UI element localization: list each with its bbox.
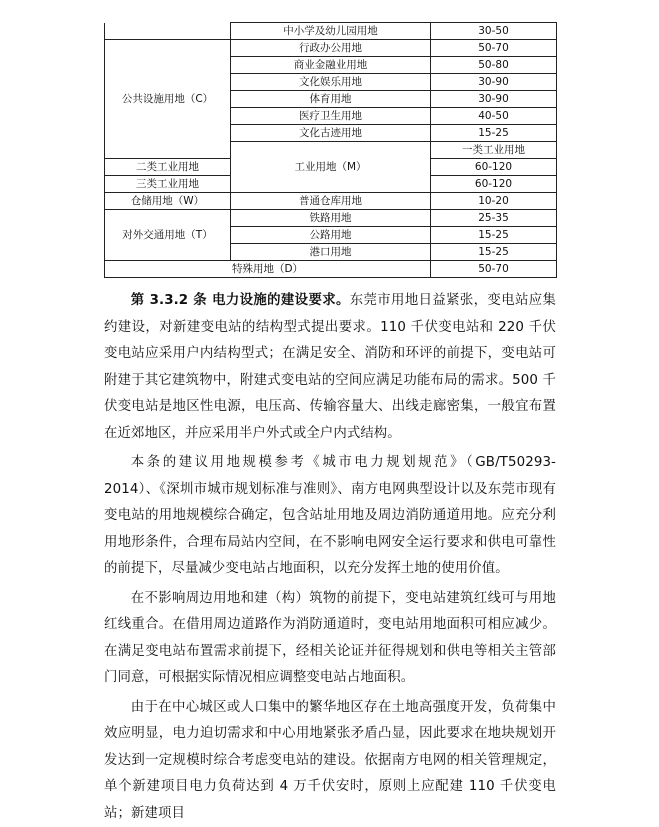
area-value-cell: 30-50 xyxy=(431,23,557,40)
area-value-cell: 50-70 xyxy=(431,40,557,57)
table-row xyxy=(105,40,557,57)
area-value-cell: 60-120 xyxy=(431,159,557,176)
paragraph-redline: 在不影响周边用地和建（构）筑物的前提下，变电站建筑红线可与用地红线重合。在借用周边道路作为消防通道时，变电站用地面积可相应减少。在满足变电站布置需求前提下，经相关论证并征得规划和供电等相关主管部门同意，可根据实际情况相应调整变电站占地面积。 xyxy=(104,586,556,692)
special-land-cell: 特殊用地（D） xyxy=(105,261,431,278)
area-value-cell: 50-80 xyxy=(431,57,557,74)
land-type-cell: 港口用地 xyxy=(231,244,431,261)
table-row xyxy=(105,210,557,227)
area-value-cell: 60-120 xyxy=(431,176,557,193)
category-cell: 工业用地（M） xyxy=(231,142,431,193)
land-type-cell: 文化娱乐用地 xyxy=(231,74,431,91)
paragraph-reference: 本条的建议用地规模参考《城市电力规划规范》（GB/T50293-2014）、《深圳市城市规划标准与准则》、南方电网典型设计以及东莞市现有变电站的用地规模综合确定，包含站址用地及周边消防通道用地。应充分利用地形条件，合理布局站内空间，在不影响电网安全运行要求和供电可靠性的前提下，尽量减少变电站占地面积，以充分发挥土地的使用价值。 xyxy=(104,450,556,583)
land-type-cell: 商业金融业用地 xyxy=(231,57,431,74)
land-type-cell: 行政办公用地 xyxy=(231,40,431,57)
area-value-cell: 40-50 xyxy=(431,108,557,125)
article-text: 东莞市用地日益紧张，变电站应集约建设，对新建变电站的结构型式提出要求。110 千伏变电站和 220 千伏变电站应采用户内结构型式；在满足安全、消防和环评的前提下，变电站可附建于其它建筑物中，附建式变电站的空间应满足功能布局的需求。500 千伏变电站是地区性电源，电压高、传输容量大、出线走廊密集，一般宜布置在近郊地区，并应采用半户外式或全户内式结构。 xyxy=(104,293,556,441)
area-value-cell: 25-35 xyxy=(431,210,557,227)
category-cell: 仓储用地（W） xyxy=(105,193,231,210)
land-type-cell: 一类工业用地 xyxy=(431,142,557,159)
category-cell xyxy=(105,23,231,40)
category-cell: 对外交通用地（T） xyxy=(105,210,231,261)
area-value-cell: 30-90 xyxy=(431,74,557,91)
land-type-cell: 二类工业用地 xyxy=(105,159,231,176)
land-type-cell: 体育用地 xyxy=(231,91,431,108)
land-use-table xyxy=(104,22,557,278)
area-value-cell: 50-70 xyxy=(431,261,557,278)
land-type-cell: 中小学及幼儿园用地 xyxy=(231,23,431,40)
article-heading: 第 3.3.2 条 电力设施的建设要求。 xyxy=(131,293,350,308)
table-row xyxy=(105,23,557,40)
article-paragraph xyxy=(104,288,556,447)
table-row xyxy=(105,193,557,210)
land-type-cell: 医疗卫生用地 xyxy=(231,108,431,125)
land-type-cell: 铁路用地 xyxy=(231,210,431,227)
area-value-cell: 15-25 xyxy=(431,244,557,261)
area-value-cell: 10-20 xyxy=(431,193,557,210)
category-cell: 公共设施用地（C） xyxy=(105,40,231,159)
land-type-cell: 三类工业用地 xyxy=(105,176,231,193)
land-type-cell: 文化古迹用地 xyxy=(231,125,431,142)
area-value-cell: 15-25 xyxy=(431,125,557,142)
area-value-cell: 30-90 xyxy=(431,91,557,108)
area-value-cell: 15-25 xyxy=(431,227,557,244)
land-type-cell: 公路用地 xyxy=(231,227,431,244)
document-body xyxy=(104,288,556,827)
land-type-cell: 普通仓库用地 xyxy=(231,193,431,210)
table-row xyxy=(105,261,557,278)
paragraph-load: 由于在中心城区或人口集中的繁华地区存在土地高强度开发，负荷集中效应明显，电力迫切需求和中心用地紧张矛盾凸显，因此要求在地块规划开发达到一定规模时综合考虑变电站的建设。依据南方电网的相关管理规定，单个新建项目电力负荷达到 4 万千伏安时，原则上应配建 110 千伏变电站；新建项目 xyxy=(104,695,556,827)
